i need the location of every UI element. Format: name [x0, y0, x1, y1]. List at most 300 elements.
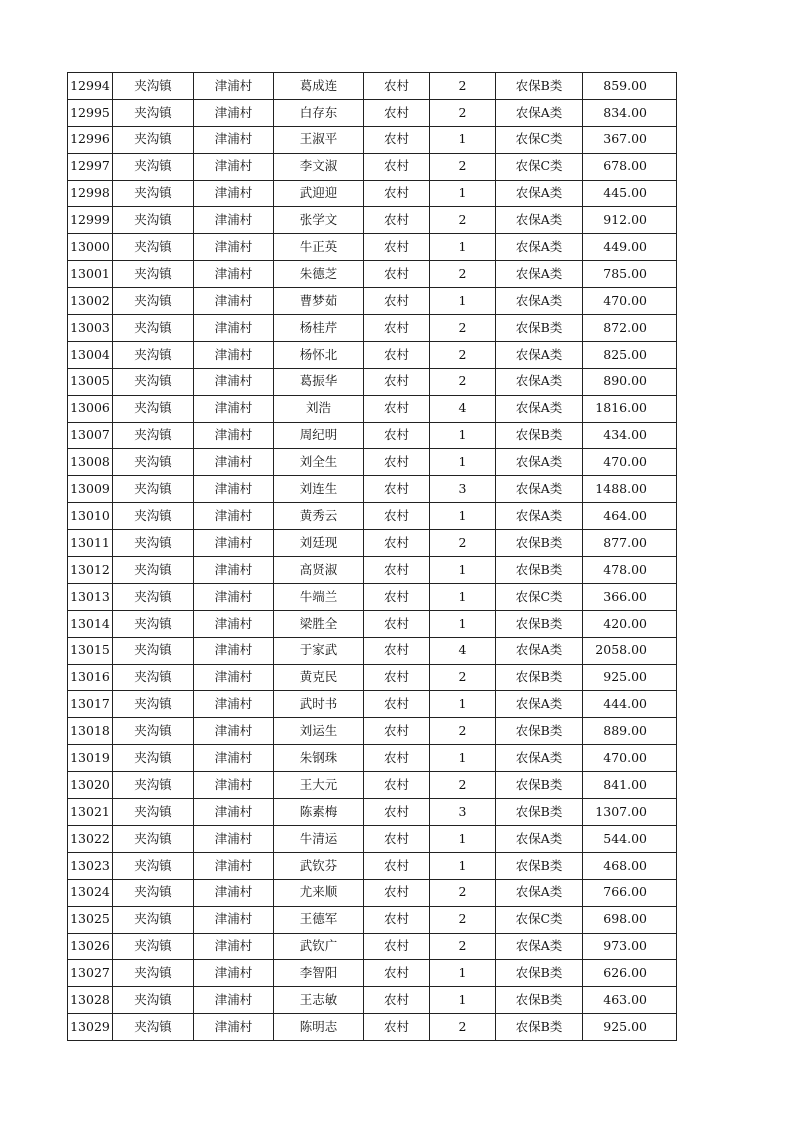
record-id: 13029 [68, 1014, 113, 1041]
amount-cell: 841.00 [583, 772, 677, 799]
area-type-cell: 农村 [364, 530, 430, 557]
village-cell: 津浦村 [194, 126, 274, 153]
name-cell: 杨怀北 [274, 341, 364, 368]
town-cell: 夹沟镇 [113, 315, 194, 342]
village-cell: 津浦村 [194, 718, 274, 745]
town-cell: 夹沟镇 [113, 745, 194, 772]
insurance-class-cell: 农保A类 [496, 368, 583, 395]
insurance-class-cell: 农保A类 [496, 180, 583, 207]
member-count-cell: 1 [430, 126, 496, 153]
member-count-cell: 1 [430, 852, 496, 879]
record-id: 13027 [68, 960, 113, 987]
town-cell: 夹沟镇 [113, 960, 194, 987]
member-count-cell: 3 [430, 476, 496, 503]
amount-cell: 1307.00 [583, 799, 677, 826]
insurance-class-cell: 农保C类 [496, 906, 583, 933]
member-count-cell: 4 [430, 637, 496, 664]
table-row [68, 341, 677, 368]
amount-cell: 766.00 [583, 879, 677, 906]
amount-cell: 464.00 [583, 503, 677, 530]
record-id: 13018 [68, 718, 113, 745]
area-type-cell: 农村 [364, 879, 430, 906]
member-count-cell: 1 [430, 234, 496, 261]
area-type-cell: 农村 [364, 637, 430, 664]
insurance-class-cell: 农保B类 [496, 610, 583, 637]
record-id: 13017 [68, 691, 113, 718]
area-type-cell: 农村 [364, 799, 430, 826]
member-count-cell: 1 [430, 583, 496, 610]
village-cell: 津浦村 [194, 180, 274, 207]
village-cell: 津浦村 [194, 772, 274, 799]
area-type-cell: 农村 [364, 503, 430, 530]
area-type-cell: 农村 [364, 691, 430, 718]
record-id: 13021 [68, 799, 113, 826]
insurance-class-cell: 农保A类 [496, 933, 583, 960]
table-row [68, 745, 677, 772]
insurance-class-cell: 农保B类 [496, 718, 583, 745]
member-count-cell: 1 [430, 180, 496, 207]
table-row [68, 879, 677, 906]
name-cell: 武迎迎 [274, 180, 364, 207]
area-type-cell: 农村 [364, 476, 430, 503]
record-id: 12996 [68, 126, 113, 153]
amount-cell: 785.00 [583, 261, 677, 288]
amount-cell: 890.00 [583, 368, 677, 395]
name-cell: 于家武 [274, 637, 364, 664]
village-cell: 津浦村 [194, 99, 274, 126]
amount-cell: 420.00 [583, 610, 677, 637]
town-cell: 夹沟镇 [113, 772, 194, 799]
name-cell: 杨桂芹 [274, 315, 364, 342]
town-cell: 夹沟镇 [113, 395, 194, 422]
name-cell: 陈素梅 [274, 799, 364, 826]
name-cell: 曹梦茹 [274, 288, 364, 315]
member-count-cell: 1 [430, 987, 496, 1014]
amount-cell: 698.00 [583, 906, 677, 933]
town-cell: 夹沟镇 [113, 530, 194, 557]
town-cell: 夹沟镇 [113, 879, 194, 906]
insurance-class-cell: 农保B类 [496, 315, 583, 342]
insurance-class-cell: 农保A类 [496, 234, 583, 261]
table-row [68, 557, 677, 584]
insurance-class-cell: 农保A类 [496, 99, 583, 126]
town-cell: 夹沟镇 [113, 852, 194, 879]
member-count-cell: 2 [430, 315, 496, 342]
table-row [68, 691, 677, 718]
table-row [68, 852, 677, 879]
member-count-cell: 1 [430, 449, 496, 476]
name-cell: 李文淑 [274, 153, 364, 180]
village-cell: 津浦村 [194, 368, 274, 395]
village-cell: 津浦村 [194, 476, 274, 503]
amount-cell: 470.00 [583, 449, 677, 476]
record-id: 13020 [68, 772, 113, 799]
amount-cell: 367.00 [583, 126, 677, 153]
town-cell: 夹沟镇 [113, 1014, 194, 1041]
name-cell: 尤来顺 [274, 879, 364, 906]
town-cell: 夹沟镇 [113, 261, 194, 288]
record-id: 13023 [68, 852, 113, 879]
record-id: 13000 [68, 234, 113, 261]
area-type-cell: 农村 [364, 368, 430, 395]
insurance-class-cell: 农保C类 [496, 126, 583, 153]
table-row [68, 610, 677, 637]
village-cell: 津浦村 [194, 503, 274, 530]
member-count-cell: 1 [430, 960, 496, 987]
insurance-class-cell: 农保B类 [496, 987, 583, 1014]
name-cell: 葛振华 [274, 368, 364, 395]
amount-cell: 544.00 [583, 825, 677, 852]
town-cell: 夹沟镇 [113, 503, 194, 530]
table-row [68, 180, 677, 207]
town-cell: 夹沟镇 [113, 610, 194, 637]
insurance-class-cell: 农保A类 [496, 261, 583, 288]
area-type-cell: 农村 [364, 557, 430, 584]
area-type-cell: 农村 [364, 772, 430, 799]
name-cell: 刘连生 [274, 476, 364, 503]
insurance-class-cell: 农保A类 [496, 825, 583, 852]
name-cell: 牛端兰 [274, 583, 364, 610]
village-cell: 津浦村 [194, 449, 274, 476]
table-row [68, 1014, 677, 1041]
record-id: 13001 [68, 261, 113, 288]
table-row [68, 449, 677, 476]
area-type-cell: 农村 [364, 960, 430, 987]
table-row [68, 718, 677, 745]
amount-cell: 678.00 [583, 153, 677, 180]
area-type-cell: 农村 [364, 718, 430, 745]
table-row [68, 933, 677, 960]
table-row [68, 637, 677, 664]
village-cell: 津浦村 [194, 73, 274, 100]
village-cell: 津浦村 [194, 664, 274, 691]
town-cell: 夹沟镇 [113, 234, 194, 261]
area-type-cell: 农村 [364, 288, 430, 315]
insurance-class-cell: 农保A类 [496, 879, 583, 906]
insurance-class-cell: 农保B类 [496, 772, 583, 799]
record-id: 13025 [68, 906, 113, 933]
area-type-cell: 农村 [364, 825, 430, 852]
insurance-class-cell: 农保B类 [496, 960, 583, 987]
table-row [68, 99, 677, 126]
amount-cell: 925.00 [583, 664, 677, 691]
village-cell: 津浦村 [194, 691, 274, 718]
name-cell: 黄克民 [274, 664, 364, 691]
town-cell: 夹沟镇 [113, 825, 194, 852]
insurance-class-cell: 农保A类 [496, 449, 583, 476]
table-row [68, 422, 677, 449]
record-id: 13008 [68, 449, 113, 476]
member-count-cell: 2 [430, 368, 496, 395]
member-count-cell: 3 [430, 799, 496, 826]
record-id: 13024 [68, 879, 113, 906]
village-cell: 津浦村 [194, 852, 274, 879]
area-type-cell: 农村 [364, 234, 430, 261]
name-cell: 牛清运 [274, 825, 364, 852]
village-cell: 津浦村 [194, 799, 274, 826]
table-row [68, 207, 677, 234]
insurance-class-cell: 农保A类 [496, 288, 583, 315]
record-id: 13026 [68, 933, 113, 960]
area-type-cell: 农村 [364, 126, 430, 153]
amount-cell: 434.00 [583, 422, 677, 449]
town-cell: 夹沟镇 [113, 422, 194, 449]
village-cell: 津浦村 [194, 288, 274, 315]
name-cell: 朱钢珠 [274, 745, 364, 772]
table-row [68, 799, 677, 826]
name-cell: 李智阳 [274, 960, 364, 987]
village-cell: 津浦村 [194, 234, 274, 261]
member-count-cell: 2 [430, 99, 496, 126]
area-type-cell: 农村 [364, 987, 430, 1014]
village-cell: 津浦村 [194, 207, 274, 234]
area-type-cell: 农村 [364, 207, 430, 234]
insurance-class-cell: 农保B类 [496, 664, 583, 691]
amount-cell: 478.00 [583, 557, 677, 584]
village-cell: 津浦村 [194, 933, 274, 960]
table-body [68, 73, 677, 1041]
town-cell: 夹沟镇 [113, 288, 194, 315]
town-cell: 夹沟镇 [113, 933, 194, 960]
table-row [68, 906, 677, 933]
village-cell: 津浦村 [194, 341, 274, 368]
town-cell: 夹沟镇 [113, 207, 194, 234]
name-cell: 武时书 [274, 691, 364, 718]
record-id: 13028 [68, 987, 113, 1014]
name-cell: 朱德芝 [274, 261, 364, 288]
record-id: 12999 [68, 207, 113, 234]
member-count-cell: 2 [430, 73, 496, 100]
table-row [68, 503, 677, 530]
insurance-class-cell: 农保A类 [496, 745, 583, 772]
table-row [68, 153, 677, 180]
record-id: 13011 [68, 530, 113, 557]
record-id: 13007 [68, 422, 113, 449]
table-row [68, 395, 677, 422]
table-row [68, 583, 677, 610]
amount-cell: 463.00 [583, 987, 677, 1014]
table-row [68, 315, 677, 342]
town-cell: 夹沟镇 [113, 449, 194, 476]
record-id: 13009 [68, 476, 113, 503]
record-id: 13019 [68, 745, 113, 772]
table-row [68, 987, 677, 1014]
town-cell: 夹沟镇 [113, 368, 194, 395]
record-id: 12998 [68, 180, 113, 207]
record-id: 13013 [68, 583, 113, 610]
amount-cell: 825.00 [583, 341, 677, 368]
member-count-cell: 1 [430, 825, 496, 852]
name-cell: 刘运生 [274, 718, 364, 745]
member-count-cell: 2 [430, 933, 496, 960]
name-cell: 刘廷现 [274, 530, 364, 557]
village-cell: 津浦村 [194, 583, 274, 610]
table-row [68, 73, 677, 100]
amount-cell: 449.00 [583, 234, 677, 261]
member-count-cell: 1 [430, 503, 496, 530]
insurance-class-cell: 农保B类 [496, 422, 583, 449]
amount-cell: 877.00 [583, 530, 677, 557]
town-cell: 夹沟镇 [113, 73, 194, 100]
amount-cell: 859.00 [583, 73, 677, 100]
amount-cell: 366.00 [583, 583, 677, 610]
insurance-class-cell: 农保A类 [496, 691, 583, 718]
record-id: 13004 [68, 341, 113, 368]
area-type-cell: 农村 [364, 180, 430, 207]
name-cell: 王德军 [274, 906, 364, 933]
insurance-class-cell: 农保B类 [496, 852, 583, 879]
area-type-cell: 农村 [364, 261, 430, 288]
town-cell: 夹沟镇 [113, 341, 194, 368]
member-count-cell: 2 [430, 530, 496, 557]
area-type-cell: 农村 [364, 73, 430, 100]
area-type-cell: 农村 [364, 745, 430, 772]
village-cell: 津浦村 [194, 261, 274, 288]
village-cell: 津浦村 [194, 395, 274, 422]
name-cell: 周纪明 [274, 422, 364, 449]
town-cell: 夹沟镇 [113, 126, 194, 153]
area-type-cell: 农村 [364, 99, 430, 126]
name-cell: 武钦芬 [274, 852, 364, 879]
table-row [68, 772, 677, 799]
town-cell: 夹沟镇 [113, 987, 194, 1014]
village-cell: 津浦村 [194, 987, 274, 1014]
member-count-cell: 2 [430, 1014, 496, 1041]
member-count-cell: 4 [430, 395, 496, 422]
town-cell: 夹沟镇 [113, 153, 194, 180]
village-cell: 津浦村 [194, 610, 274, 637]
town-cell: 夹沟镇 [113, 664, 194, 691]
area-type-cell: 农村 [364, 1014, 430, 1041]
member-count-cell: 2 [430, 772, 496, 799]
area-type-cell: 农村 [364, 933, 430, 960]
member-count-cell: 2 [430, 718, 496, 745]
amount-cell: 445.00 [583, 180, 677, 207]
member-count-cell: 2 [430, 879, 496, 906]
subsidy-table [67, 72, 677, 1041]
insurance-class-cell: 农保A类 [496, 207, 583, 234]
insurance-class-cell: 农保B类 [496, 530, 583, 557]
amount-cell: 2058.00 [583, 637, 677, 664]
village-cell: 津浦村 [194, 422, 274, 449]
table-row [68, 530, 677, 557]
member-count-cell: 1 [430, 557, 496, 584]
amount-cell: 889.00 [583, 718, 677, 745]
village-cell: 津浦村 [194, 745, 274, 772]
member-count-cell: 2 [430, 153, 496, 180]
village-cell: 津浦村 [194, 879, 274, 906]
area-type-cell: 农村 [364, 664, 430, 691]
area-type-cell: 农村 [364, 422, 430, 449]
record-id: 12995 [68, 99, 113, 126]
record-id: 13016 [68, 664, 113, 691]
town-cell: 夹沟镇 [113, 906, 194, 933]
amount-cell: 470.00 [583, 745, 677, 772]
name-cell: 张学文 [274, 207, 364, 234]
amount-cell: 912.00 [583, 207, 677, 234]
table-row [68, 368, 677, 395]
name-cell: 高贤淑 [274, 557, 364, 584]
table-row [68, 825, 677, 852]
amount-cell: 1488.00 [583, 476, 677, 503]
name-cell: 王淑平 [274, 126, 364, 153]
amount-cell: 444.00 [583, 691, 677, 718]
name-cell: 刘全生 [274, 449, 364, 476]
name-cell: 白存东 [274, 99, 364, 126]
insurance-class-cell: 农保B类 [496, 557, 583, 584]
village-cell: 津浦村 [194, 557, 274, 584]
name-cell: 武钦广 [274, 933, 364, 960]
insurance-class-cell: 农保B类 [496, 1014, 583, 1041]
area-type-cell: 农村 [364, 315, 430, 342]
table-row [68, 476, 677, 503]
record-id: 13022 [68, 825, 113, 852]
insurance-class-cell: 农保A类 [496, 476, 583, 503]
area-type-cell: 农村 [364, 906, 430, 933]
town-cell: 夹沟镇 [113, 180, 194, 207]
area-type-cell: 农村 [364, 153, 430, 180]
amount-cell: 470.00 [583, 288, 677, 315]
name-cell: 王大元 [274, 772, 364, 799]
name-cell: 梁胜全 [274, 610, 364, 637]
name-cell: 葛成连 [274, 73, 364, 100]
member-count-cell: 1 [430, 691, 496, 718]
record-id: 13012 [68, 557, 113, 584]
record-id: 13003 [68, 315, 113, 342]
record-id: 13002 [68, 288, 113, 315]
town-cell: 夹沟镇 [113, 476, 194, 503]
name-cell: 牛正英 [274, 234, 364, 261]
name-cell: 王志敏 [274, 987, 364, 1014]
table-row [68, 288, 677, 315]
table-row [68, 126, 677, 153]
village-cell: 津浦村 [194, 637, 274, 664]
record-id: 12997 [68, 153, 113, 180]
insurance-class-cell: 农保A类 [496, 503, 583, 530]
area-type-cell: 农村 [364, 341, 430, 368]
area-type-cell: 农村 [364, 395, 430, 422]
amount-cell: 925.00 [583, 1014, 677, 1041]
table-row [68, 664, 677, 691]
insurance-class-cell: 农保B类 [496, 799, 583, 826]
area-type-cell: 农村 [364, 852, 430, 879]
member-count-cell: 1 [430, 610, 496, 637]
name-cell: 黄秀云 [274, 503, 364, 530]
town-cell: 夹沟镇 [113, 691, 194, 718]
member-count-cell: 2 [430, 207, 496, 234]
village-cell: 津浦村 [194, 530, 274, 557]
area-type-cell: 农村 [364, 610, 430, 637]
insurance-class-cell: 农保A类 [496, 341, 583, 368]
member-count-cell: 2 [430, 261, 496, 288]
member-count-cell: 2 [430, 664, 496, 691]
table-row [68, 960, 677, 987]
town-cell: 夹沟镇 [113, 799, 194, 826]
table-row [68, 261, 677, 288]
member-count-cell: 2 [430, 906, 496, 933]
record-id: 13010 [68, 503, 113, 530]
amount-cell: 1816.00 [583, 395, 677, 422]
name-cell: 陈明志 [274, 1014, 364, 1041]
village-cell: 津浦村 [194, 315, 274, 342]
table-row [68, 234, 677, 261]
record-id: 12994 [68, 73, 113, 100]
member-count-cell: 1 [430, 422, 496, 449]
amount-cell: 626.00 [583, 960, 677, 987]
insurance-class-cell: 农保A类 [496, 395, 583, 422]
member-count-cell: 1 [430, 745, 496, 772]
member-count-cell: 2 [430, 341, 496, 368]
